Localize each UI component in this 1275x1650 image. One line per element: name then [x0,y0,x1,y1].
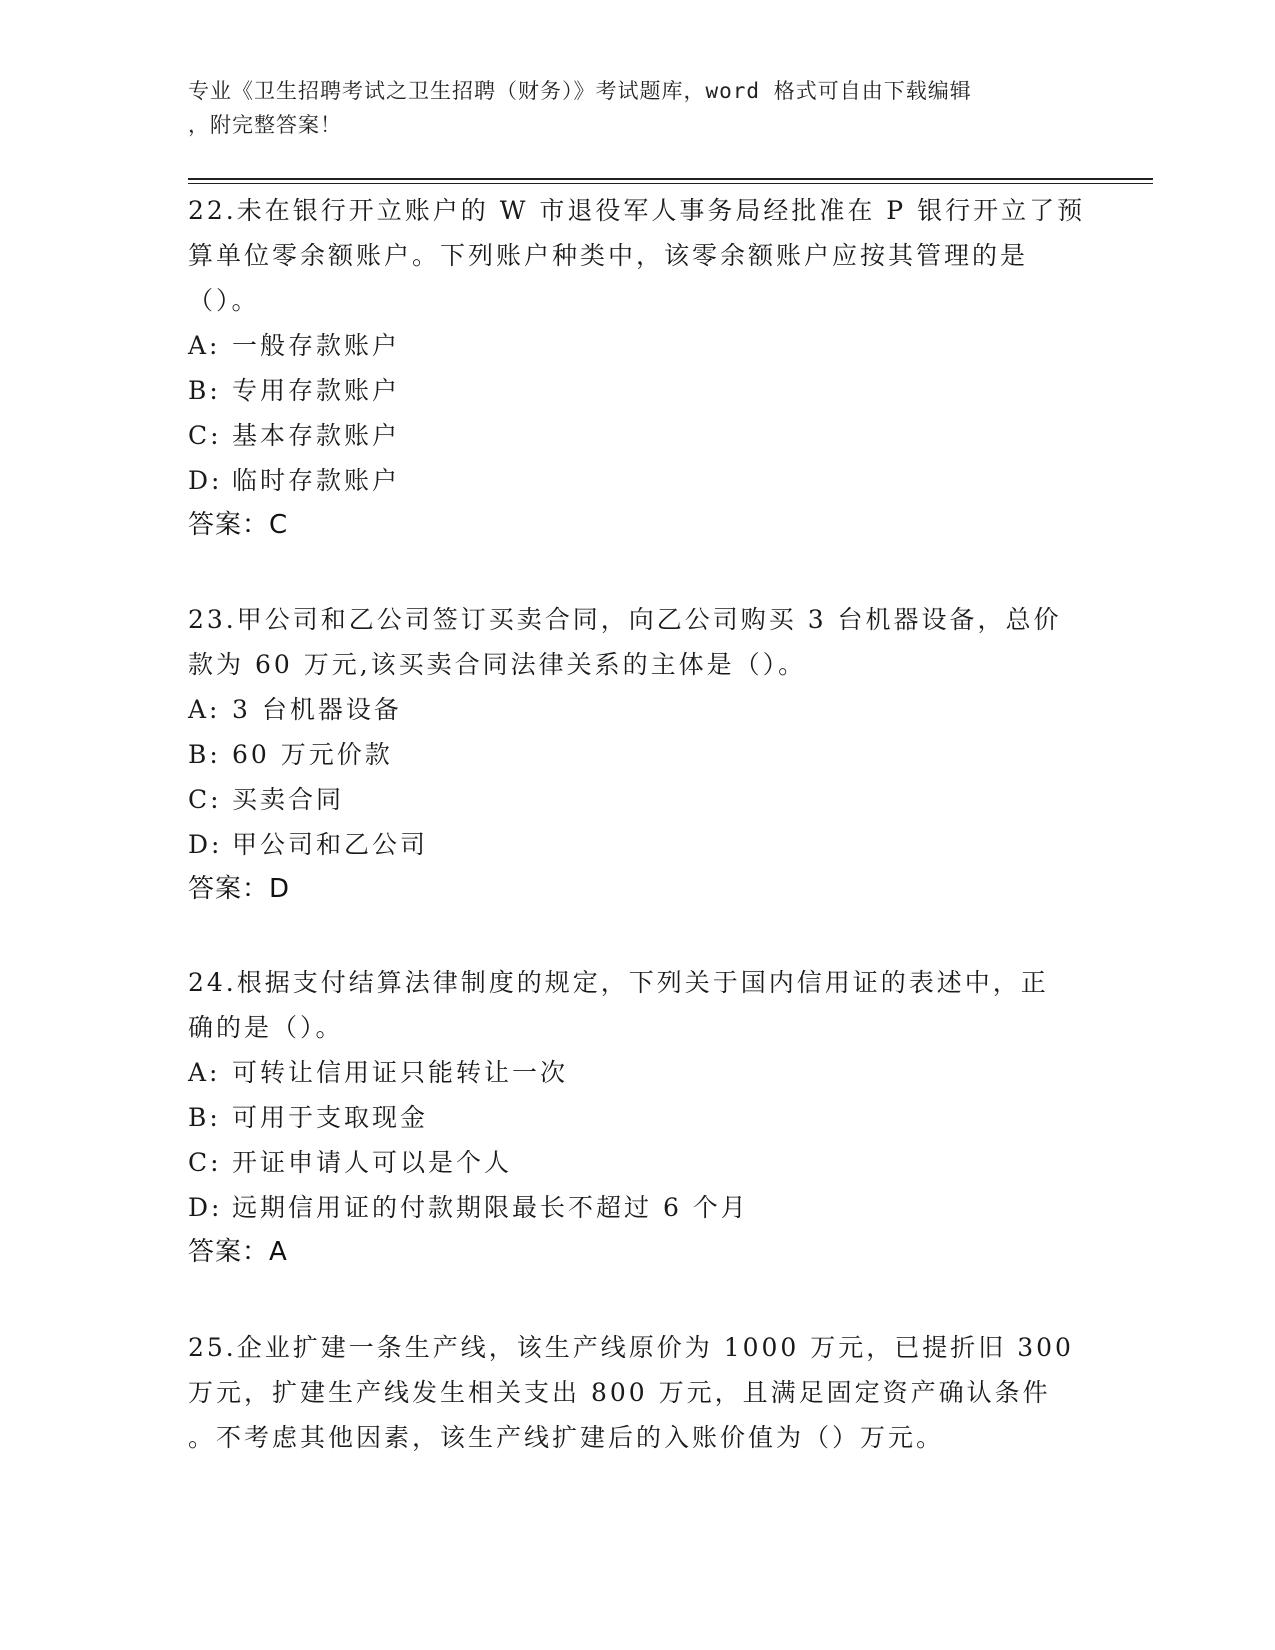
question-25 [188,1325,1088,1460]
option-a [188,687,1088,732]
stem-line: 万元，扩建生产线发生相关支出 800 万元，且满足固定资产确认条件 [188,1378,1051,1407]
question-stem [188,1325,1088,1460]
option-text: 基本存款账户 [232,421,401,450]
question-stem [188,597,1088,687]
header-divider-thick [188,178,1153,180]
stem-line: 22.未在银行开立账户的 W 市退役军人事务局经批准在 P 银行开立了预 [188,196,1086,225]
option-text: 60 万元价款 [232,740,393,769]
stem-line: 款为 60 万元,该买卖合同法律关系的主体是（）。 [188,650,807,679]
option-d [188,1185,1088,1230]
stem-line: 24.根据支付结算法律制度的规定，下列关于国内信用证的表述中，正 [188,968,1049,997]
option-a [188,1050,1088,1095]
header-line-2: ，附完整答案！ [188,113,342,137]
option-text: 远期信用证的付款期限最长不超过 6 个月 [232,1193,749,1222]
answer-line: 答案：C [188,510,289,540]
option-text: 开证申请人可以是个人 [232,1148,513,1177]
option-key: C: [188,785,222,814]
option-d [188,458,1088,503]
document-header [188,74,1088,142]
option-key: A: [188,1058,221,1087]
option-text: 临时存款账户 [232,466,401,495]
option-key: B: [188,1103,221,1132]
question-22 [188,188,1088,548]
answer-line: 答案：D [188,874,291,904]
option-text: 可转让信用证只能转让一次 [232,1058,569,1087]
option-text: 3 台机器设备 [232,695,402,724]
header-divider-thin [188,183,1153,184]
header-line-1: 专业《卫生招聘考试之卫生招聘（财务）》考试题库，word 格式可自由下载编辑 [188,79,972,103]
option-text: 一般存款账户 [232,331,401,360]
question-24 [188,960,1088,1275]
option-key: A: [188,331,221,360]
stem-line: 25.企业扩建一条生产线，该生产线原价为 1000 万元，已提折旧 300 [188,1333,1074,1362]
option-d [188,822,1088,867]
option-key: D: [188,830,223,859]
option-b [188,1095,1088,1140]
stem-line: 23.甲公司和乙公司签订买卖合同，向乙公司购买 3 台机器设备，总价 [188,605,1062,634]
option-key: D: [188,466,223,495]
option-a [188,323,1088,368]
option-key: A: [188,695,221,724]
option-c [188,1140,1088,1185]
option-b [188,368,1088,413]
question-stem [188,960,1088,1050]
option-key: C: [188,1148,222,1177]
option-key: C: [188,421,222,450]
question-23 [188,597,1088,912]
stem-line: （）。 [188,286,260,315]
answer-line: 答案：A [188,1237,288,1267]
stem-line: 。不考虑其他因素，该生产线扩建后的入账价值为（）万元。 [188,1423,945,1452]
option-key: B: [188,740,221,769]
question-stem [188,188,1088,323]
option-b [188,732,1088,777]
option-c [188,413,1088,458]
option-text: 甲公司和乙公司 [232,830,429,859]
stem-line: 确的是（）。 [188,1013,344,1042]
option-key: B: [188,376,221,405]
option-text: 买卖合同 [232,785,345,814]
option-text: 可用于支取现金 [232,1103,429,1132]
option-text: 专用存款账户 [232,376,401,405]
option-key: D: [188,1193,223,1222]
stem-line: 算单位零余额账户。下列账户种类中，该零余额账户应按其管理的是 [188,241,1029,270]
option-c [188,777,1088,822]
